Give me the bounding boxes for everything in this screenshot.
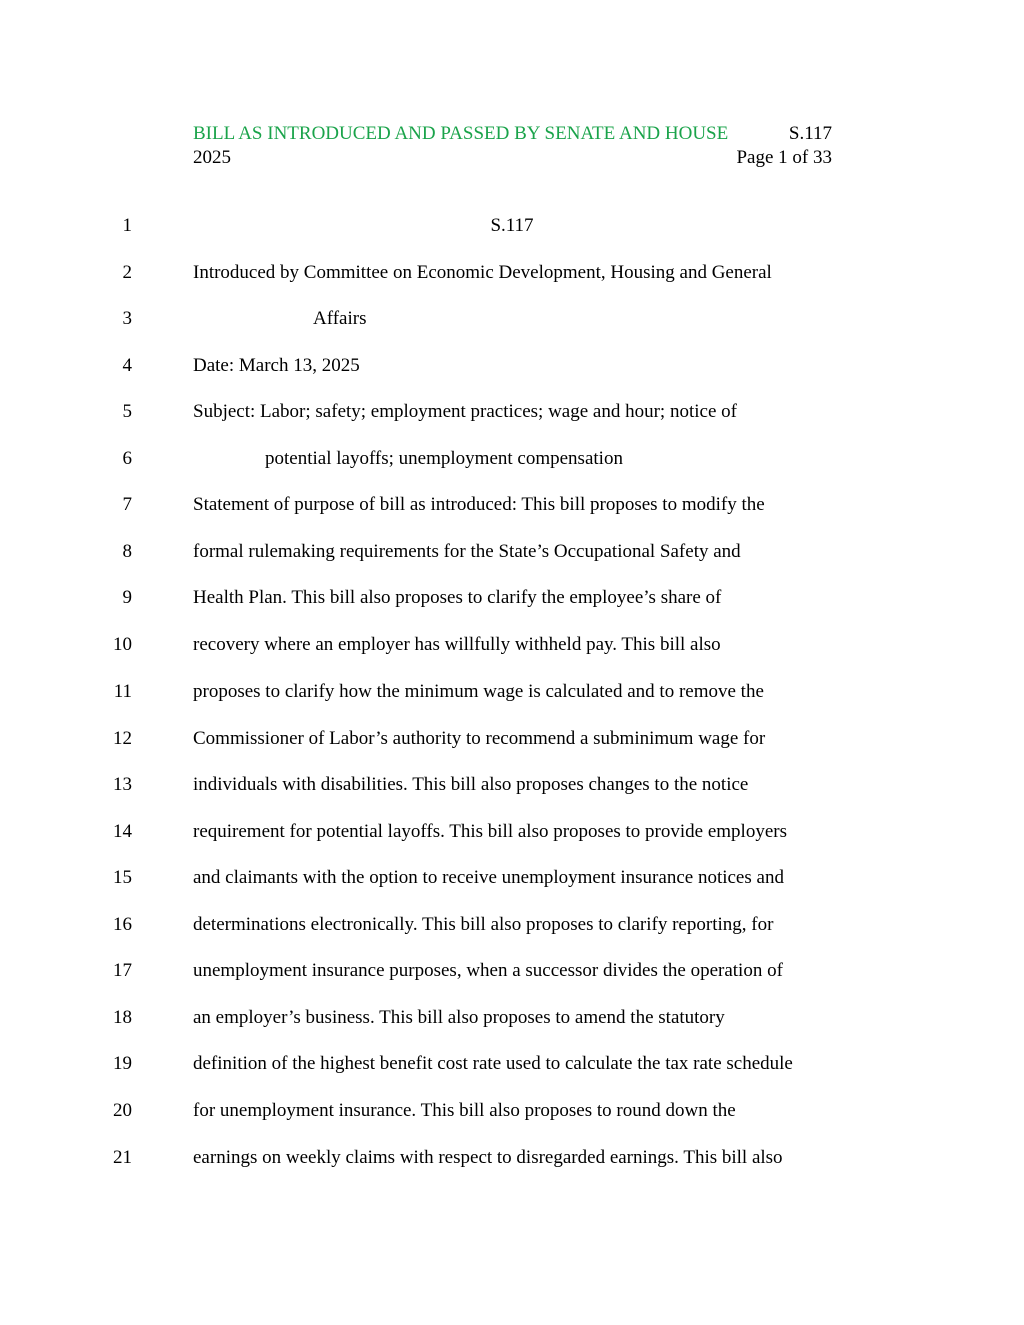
body-text: Health Plan. This bill also proposes to clarify the employee’s share of (193, 587, 722, 608)
bill-title: S.117 (490, 215, 534, 236)
line-number: 13 (113, 774, 132, 795)
line-number: 20 (113, 1100, 132, 1121)
line-number: 2 (122, 262, 132, 283)
line-number: 11 (113, 681, 132, 702)
body-text: individuals with disabilities. This bill also proposes changes to the notice (193, 774, 749, 795)
bill-line (0, 863, 1024, 893)
line-number: 14 (113, 821, 132, 842)
bill-line (0, 677, 1024, 707)
body-text: for unemployment insurance. This bill also proposes to round down the (193, 1100, 736, 1121)
line-number: 12 (113, 728, 132, 749)
bill-line (0, 817, 1024, 847)
body-text: definition of the highest benefit cost rate used to calculate the tax rate schedule (193, 1053, 793, 1074)
bill-line (0, 258, 1024, 288)
line-number: 18 (113, 1007, 132, 1028)
line-number: 19 (113, 1053, 132, 1074)
body-text: requirement for potential layoffs. This bill also proposes to provide employers (193, 821, 787, 842)
bill-line (0, 1143, 1024, 1173)
body-text: Commissioner of Labor’s authority to recommend a subminimum wage for (193, 728, 766, 749)
bill-line (0, 956, 1024, 986)
line-number: 9 (122, 587, 132, 608)
line-number: 3 (122, 308, 132, 329)
line-number: 6 (122, 448, 132, 469)
bill-line (0, 537, 1024, 567)
bill-line (0, 583, 1024, 613)
body-text: an employer’s business. This bill also proposes to amend the statutory (193, 1007, 725, 1028)
bill-line (0, 211, 1024, 241)
line-number: 5 (122, 401, 132, 422)
bill-line (0, 1096, 1024, 1126)
line-number: 21 (113, 1147, 132, 1168)
bill-line (0, 630, 1024, 660)
bill-line (0, 1049, 1024, 1079)
body-text: proposes to clarify how the minimum wage is calculated and to remove the (193, 681, 764, 702)
line-number: 1 (122, 215, 132, 236)
bill-line (0, 304, 1024, 334)
line-number: 17 (113, 960, 132, 981)
line-number: 16 (113, 914, 132, 935)
line-number: 10 (113, 634, 132, 655)
bill-line (0, 397, 1024, 427)
body-text: earnings on weekly claims with respect to disregarded earnings. This bill also (193, 1147, 783, 1168)
line-number: 8 (122, 541, 132, 562)
line-number: 7 (122, 494, 132, 515)
introduced-by-text: Introduced by Committee on Economic Development, Housing and General (193, 262, 772, 283)
line-number: 15 (113, 867, 132, 888)
bill-line (0, 444, 1024, 474)
introduced-by-continuation: Affairs (313, 308, 367, 329)
body-text: Statement of purpose of bill as introduced: This bill proposes to modify the (193, 494, 765, 515)
bill-line (0, 910, 1024, 940)
bill-line (0, 351, 1024, 381)
body-text: and claimants with the option to receive unemployment insurance notices and (193, 867, 784, 888)
body-text: determinations electronically. This bill also proposes to clarify reporting, for (193, 914, 774, 935)
bill-line (0, 1003, 1024, 1033)
date-text: Date: March 13, 2025 (193, 355, 360, 376)
header-page-number: Page 1 of 33 (736, 147, 832, 168)
body-text: formal rulemaking requirements for the State’s Occupational Safety and (193, 541, 741, 562)
bill-line (0, 770, 1024, 800)
bill-line (0, 724, 1024, 754)
body-text: recovery where an employer has willfully withheld pay. This bill also (193, 634, 721, 655)
header-bill-number: S.117 (788, 123, 832, 144)
subject-text: Subject: Labor; safety; employment practices; wage and hour; notice of (193, 401, 737, 422)
header-title: BILL AS INTRODUCED AND PASSED BY SENATE AND HOUSE (193, 123, 729, 144)
header-year: 2025 (193, 147, 231, 168)
subject-continuation: potential layoffs; unemployment compensation (265, 448, 623, 469)
bill-line (0, 490, 1024, 520)
line-number: 4 (122, 355, 132, 376)
body-text: unemployment insurance purposes, when a successor divides the operation of (193, 960, 783, 981)
